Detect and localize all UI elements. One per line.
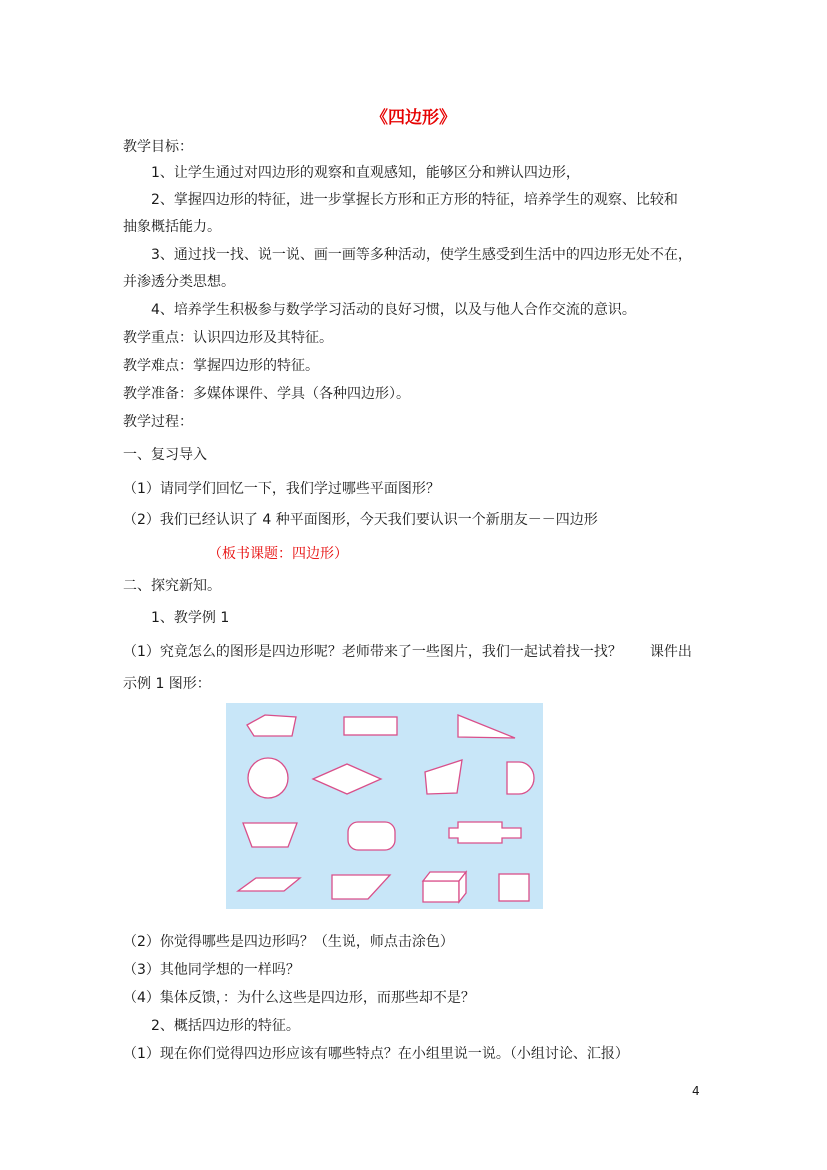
objective-2: 2、掌握四边形的特征，进一步掌握长方形和正方形的特征，培养学生的观察、比较和 (151, 192, 678, 208)
right-trapezoid-shape (332, 875, 390, 899)
question-3: （3）其他同学想的一样吗？ (123, 962, 300, 978)
rounded-rectangle-shape (348, 822, 395, 850)
step-2-heading: 2、概括四边形的特征。 (151, 1018, 300, 1034)
section-1-heading: 一、复习导入 (123, 447, 207, 463)
difficulty: 教学难点：掌握四边形的特征。 (123, 358, 319, 374)
semicircle-shape (507, 762, 534, 794)
example-1-heading: 1、教学例 1 (151, 610, 230, 626)
review-question-1: （1）请同学们回忆一下，我们学过哪些平面图形？ (123, 481, 440, 497)
shapes-figure-svg (226, 703, 543, 909)
section-2-heading: 二、探究新知。 (123, 578, 221, 594)
document-title: 《四边形》 (371, 108, 456, 128)
objective-2-cont: 抽象概括能力。 (123, 219, 221, 235)
objectives-heading: 教学目标： (123, 139, 193, 155)
feature-question-1: （1）现在你们觉得四边形应该有哪些特点？在小组里说一说。（小组讨论、汇报） (123, 1046, 629, 1062)
pentagon-shape (247, 715, 296, 736)
right-triangle-shape (458, 715, 515, 738)
process-heading: 教学过程： (123, 414, 193, 430)
circle-shape (248, 758, 288, 798)
parallelogram-shape (238, 878, 300, 891)
question-4: （4）集体反馈，：为什么这些是四边形，而那些却不是？ (123, 990, 475, 1006)
page-number: 4 (692, 1084, 700, 1098)
cuboid-shape (423, 872, 466, 902)
board-title-note: （板书课题：四边形） (208, 546, 348, 562)
example-question-1-cont: 示例 1 图形： (123, 676, 211, 692)
objective-4: 4、培养学生积极参与数学学习活动的良好习惯，以及与他人合作交流的意识。 (151, 302, 636, 318)
cross-bar-shape (449, 822, 521, 843)
rhombus-shape (313, 764, 381, 794)
key-point: 教学重点：认识四边形及其特征。 (123, 330, 333, 346)
preparation: 教学准备：多媒体课件、学具（各种四边形）。 (123, 386, 410, 402)
review-question-2: （2）我们已经认识了 4 种平面图形，今天我们要认识一个新朋友－－四边形 (123, 512, 598, 528)
rectangle-shape (344, 717, 397, 735)
question-2: （2）你觉得哪些是四边形吗？（生说，师点击涂色） (123, 934, 454, 950)
objective-3: 3、通过找一找、说一说、画一画等多种活动，使学生感受到生活中的四边形无处不在， (151, 247, 692, 263)
example-question-1: （1）究竟怎么的图形是四边形呢？老师带来了一些图片，我们一起试着找一找？ 课件出 (123, 644, 692, 660)
square-shape (499, 874, 529, 901)
objective-3-cont: 并渗透分类思想。 (123, 274, 235, 290)
irregular-quadrilateral-shape (425, 760, 462, 794)
trapezoid-shape (243, 823, 297, 847)
shapes-figure (226, 703, 543, 909)
objective-1: 1、让学生通过对四边形的观察和直观感知，能够区分和辨认四边形， (151, 165, 580, 181)
